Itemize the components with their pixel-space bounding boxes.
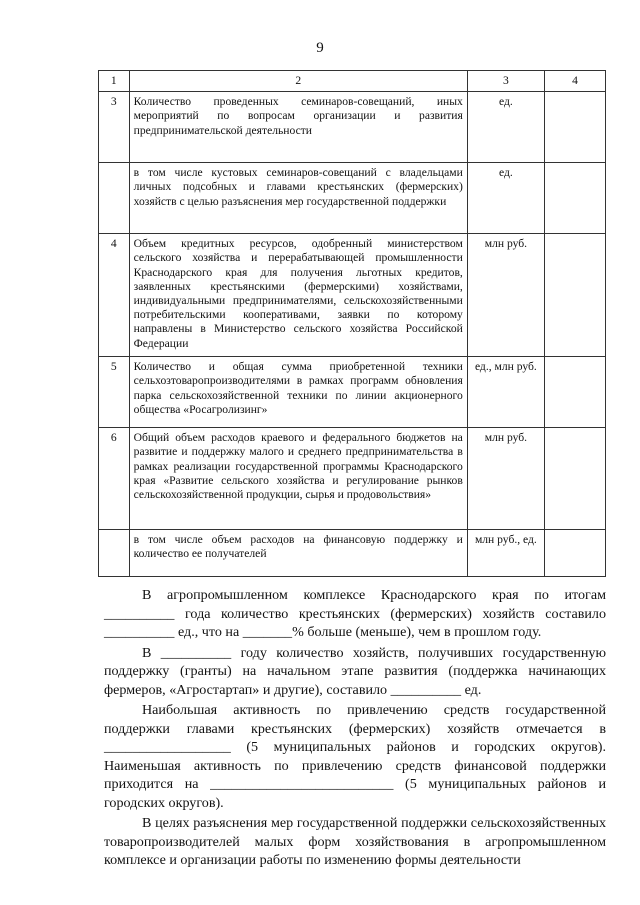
row-description: Объем кредитных ресурсов, одобренный министерством сельского хозяйства и перерабатывающей промышленности Краснодарского края для получения льготных кредитов, заявленных крестьянскими (фермерскими) хозяйствами, индивидуальными предпринимателями, сельскохозяйственными потребительскими кооперативами, заявки по которому направлены в Министерство сельского хозяйства Российской Федерации — [129, 234, 467, 357]
header-col-1: 1 — [99, 71, 130, 92]
header-col-2: 2 — [129, 71, 467, 92]
row-number: 4 — [99, 234, 130, 357]
row-value-cell — [544, 92, 605, 163]
row-number — [99, 530, 130, 577]
row-description: Количество и общая сумма приобретенной техники сельхозтоваропроизводителями в рамках программ обновления парка сельскохозяйственной техники по линии акционерного общества «Росагролизинг» — [129, 357, 467, 428]
row-unit: млн руб. — [467, 428, 544, 530]
table-row — [99, 530, 606, 577]
table-header-row — [99, 71, 606, 92]
row-value-cell — [544, 530, 605, 577]
row-unit: ед. — [467, 92, 544, 163]
table-row — [99, 357, 606, 428]
row-description: Количество проведенных семинаров-совещаний, иных мероприятий по вопросам организации и развития предпринимательской деятельности — [129, 92, 467, 163]
row-number: 6 — [99, 428, 130, 530]
indicators-table — [98, 70, 606, 577]
table-row — [99, 234, 606, 357]
body-text — [104, 586, 606, 870]
row-number — [99, 163, 130, 234]
paragraph: В __________ году количество хозяйств, получивших государственную поддержку (гранты) на начальном этапе развития (поддержка начинающих фермеров, «Агростартап» и другие), составило __________ ед. — [104, 644, 606, 698]
row-number: 3 — [99, 92, 130, 163]
row-unit: млн руб., ед. — [467, 530, 544, 577]
paragraph: В агропромышленном комплексе Краснодарского края по итогам __________ года количество крестьянских (фермерских) хозяйств составило __________ ед., что на _______% больше (меньше), чем в прошлом году. — [104, 587, 606, 640]
row-value-cell — [544, 234, 605, 357]
header-col-3: 3 — [467, 71, 544, 92]
table-row — [99, 428, 606, 530]
page-number: 9 — [316, 40, 324, 56]
row-description: в том числе объем расходов на финансовую поддержку и количество ее получателей — [129, 530, 467, 577]
paragraph: В целях разъяснения мер государственной поддержки сельскохозяйственных товаропроизводителей малых форм хозяйствования в агропромышленном комплексе и организации работы по изменению формы деятельности — [104, 815, 606, 868]
row-value-cell — [544, 357, 605, 428]
row-description: в том числе кустовых семинаров-совещаний с владельцами личных подсобных и главами крестьянских (фермерских) хозяйств с целью разъяснения мер государственной поддержки — [129, 163, 467, 234]
row-description: Общий объем расходов краевого и федерального бюджетов на развитие и поддержку малого и среднего предпринимательства в рамках реализации государственной программы Краснодарского края «Развитие сельского хозяйства и регулирование рынков сельскохозяйственной продукции, сырья и продовольствия» — [129, 428, 467, 530]
row-unit: ед., млн руб. — [467, 357, 544, 428]
row-value-cell — [544, 163, 605, 234]
paragraph: Наибольшая активность по привлечению средств государственной поддержки главами крестьянских (фермерских) хозяйств отмечается в __________________ (5 муниципальных районов и городских округов). Наименьшая активность по привлечению средств финансовой поддержки приходится на __________________________ (5 муниципальных районов и городских округов). — [104, 702, 606, 811]
table-row — [99, 92, 606, 163]
row-unit: млн руб. — [467, 234, 544, 357]
header-col-4: 4 — [544, 71, 605, 92]
row-number: 5 — [99, 357, 130, 428]
row-unit: ед. — [467, 163, 544, 234]
table-row — [99, 163, 606, 234]
row-value-cell — [544, 428, 605, 530]
